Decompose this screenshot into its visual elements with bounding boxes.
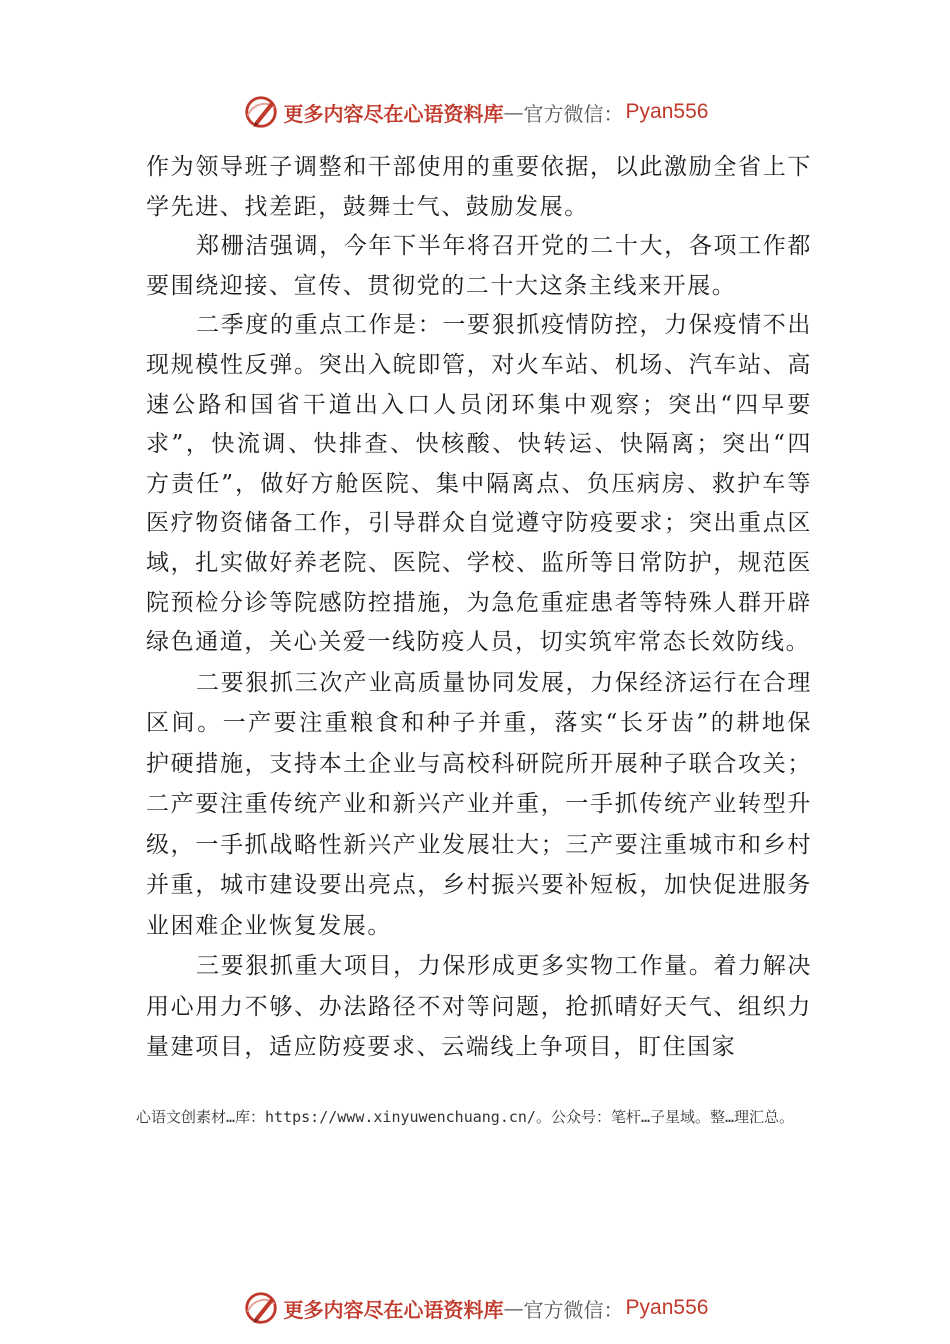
paragraph-3: 二季度的重点工作是：一要狠抓疫情防控，力保疫情不出现规模性反弹。突出入皖即管，对火车站、机场、汽车站、高速公路和国省干道出入口人员闭环集中观察；突出“四早要求”，快流调、快排查、快核酸、快转运、快隔离；突出“四方责任”，做好方舱医院、集中隔离点、负压病房、救护车等医疗物资储备工作，引导群众自觉遵守防疫要求；突出重点区域，扎实做好养老院、医院、学校、监所等日常防护，规范医院预检分诊等院感防控措施，为急危重症患者等特殊人群开辟绿色通道，关心关爱一线防疫人员，切实筑牢常态长效防线。 [146,312,812,656]
paragraph-2: 郑栅洁强调，今年下半年将召开党的二十大，各项工作都要围绕迎接、宣传、贯彻党的二十大这条主线来开展。 [146,233,812,299]
banner-wechat-id: Pyan556 [625,100,709,123]
footer-banner [0,1288,950,1328]
source-footnote: 心语文创素材…库：https://www.xinyuwenchuang.cn/。公众号：笔杆…子星域。整…理汇总。 [136,1108,795,1126]
banner-library-name: 更多内容尽在心语资料库 [283,1297,504,1322]
pen-logo-icon [242,93,280,131]
banner-text [284,98,709,127]
banner-dash: — [503,100,524,124]
paragraph-5: 三要狠抓重大项目，力保形成更多实物工作量。着力解决用心用力不够、办法路径不对等问题，抢抓晴好天气、组织力量建项目，适应防疫要求、云端线上争项目，盯住国家 [146,953,812,1061]
banner-library-name: 更多内容尽在心语资料库 [283,101,504,126]
header-banner [0,92,950,132]
document-body [146,148,812,1068]
banner-text [284,1294,709,1323]
banner-wechat-id: Pyan556 [625,1296,709,1319]
banner-dash: — [503,1296,524,1320]
paragraph-1: 作为领导班子调整和干部使用的重要依据，以此激励全省上下学先进、找差距，鼓舞士气、鼓励发展。 [146,154,812,220]
pen-logo-icon [242,1289,280,1327]
paragraph-4: 二要狠抓三次产业高质量协同发展，力保经济运行在合理区间。一产要注重粮食和种子并重，落实“长牙齿”的耕地保护硬措施，支持本土企业与高校科研院所开展种子联合攻关；二产要注重传统产业和新兴产业并重，一手抓传统产业转型升级，一手抓战略性新兴产业发展壮大；三产要注重城市和乡村并重，城市建设要出亮点，乡村振兴要补短板，加快促进服务业困难企业恢复发展。 [146,669,812,939]
banner-official-label: 官方微信： [523,1297,624,1322]
banner-official-label: 官方微信： [523,101,624,126]
